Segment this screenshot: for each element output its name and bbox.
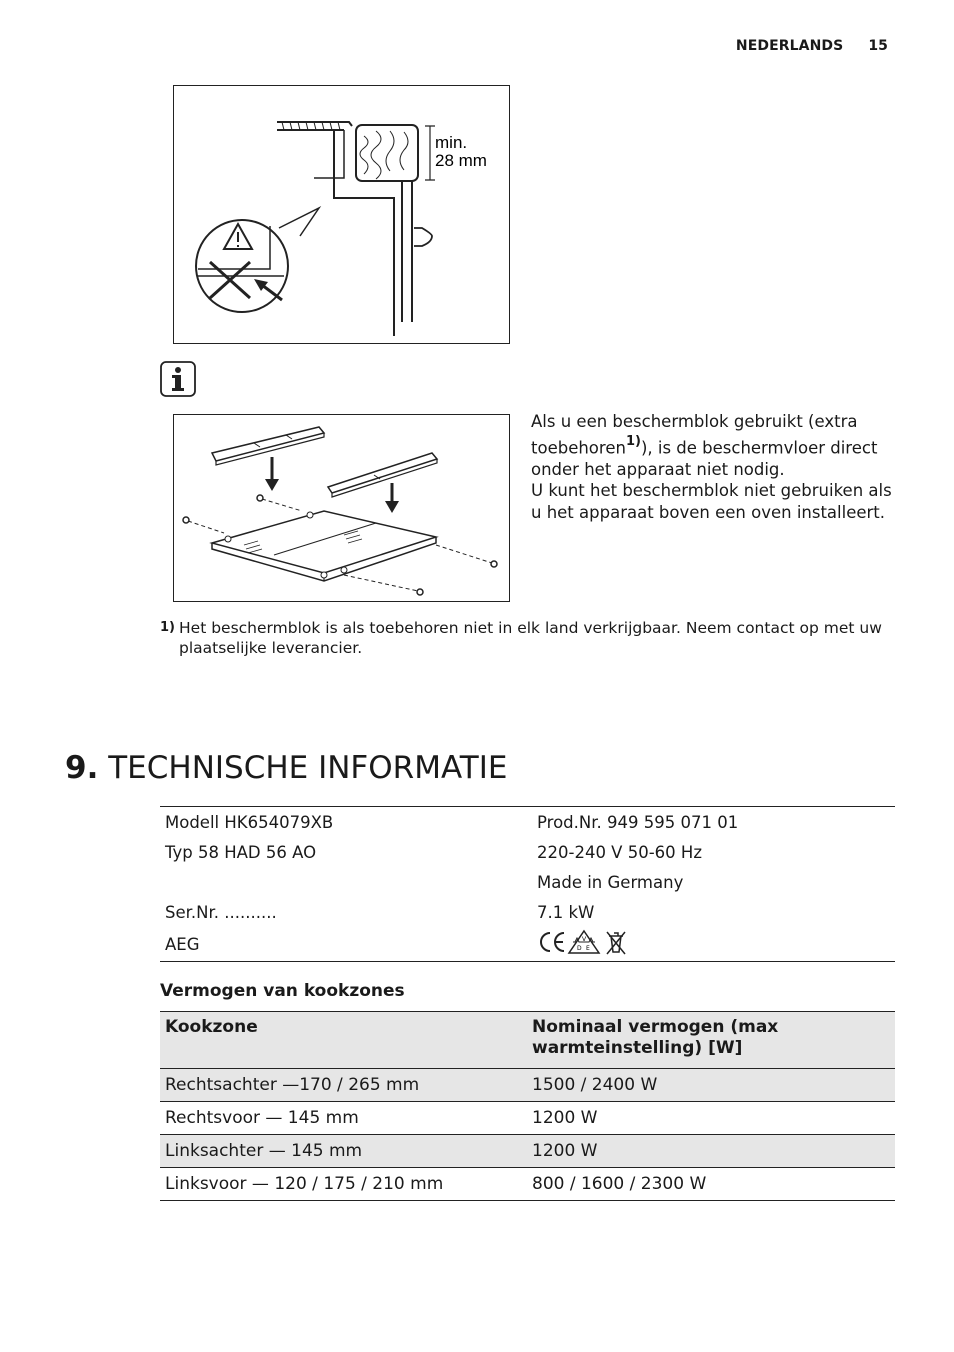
table-header-row — [160, 1012, 895, 1069]
footnote — [160, 618, 900, 658]
svg-text:E: E — [586, 945, 590, 952]
table-row — [160, 897, 895, 927]
power-cell: 1200 W — [532, 1141, 598, 1161]
dimension-label-min: min. — [435, 133, 468, 152]
zone-cell: Linksachter — 145 mm — [165, 1141, 363, 1161]
table-row — [160, 1168, 895, 1201]
zones-heading: Vermogen van kookzones — [160, 981, 405, 1001]
column-header-power: Nominaal vermogen (max warmteinstelling) [W] — [532, 1017, 779, 1058]
table-row — [160, 1102, 895, 1135]
rating-cell: Prod.Nr. 949 595 071 01 — [537, 812, 739, 832]
installation-figure — [173, 85, 510, 344]
svg-text:V: V — [582, 936, 587, 943]
zone-cell: Rechtsachter —170 / 265 mm — [165, 1075, 420, 1095]
rating-cell: Made in Germany — [537, 872, 684, 892]
protection-box-note — [531, 411, 901, 523]
page-header — [716, 38, 888, 54]
header-language: NEDERLANDS — [735, 38, 844, 54]
table-row — [160, 867, 895, 897]
rating-cell: 220-240 V 50-60 Hz — [537, 842, 702, 862]
power-cell: 1500 / 2400 W — [532, 1075, 658, 1095]
protection-box-assembly-drawing — [174, 415, 509, 601]
rating-cell: Typ 58 HAD 56 AO — [165, 842, 317, 862]
weee-bin-icon — [607, 932, 625, 954]
power-cell: 800 / 1600 / 2300 W — [532, 1174, 707, 1194]
rating-plate-table — [160, 806, 895, 962]
note-text-b: ), is de beschermvloer direct onder het apparaat niet nodig. — [531, 438, 878, 479]
worktop-cross-section-drawing — [174, 86, 509, 343]
table-row — [160, 927, 895, 961]
section-title: TECHNISCHE INFORMATIE — [108, 750, 508, 786]
zone-cell: Linksvoor — 120 / 175 / 210 mm — [165, 1174, 444, 1194]
rating-cell: Ser.Nr. .......... — [165, 902, 277, 922]
protection-box-figure — [173, 414, 510, 602]
section-heading — [65, 748, 507, 788]
dimension-label-value: 28 mm — [435, 151, 487, 170]
ce-mark-icon — [541, 933, 564, 951]
footnote-mark: 1) — [160, 620, 175, 635]
rating-cell: Modell HK654079XB — [165, 812, 334, 832]
table-row — [160, 807, 895, 837]
vde-mark-icon — [569, 931, 599, 953]
table-row — [160, 837, 895, 867]
rating-cell: AEG — [165, 934, 200, 954]
info-icon — [160, 361, 196, 397]
column-header-zone: Kookzone — [165, 1017, 258, 1037]
table-body — [160, 1069, 895, 1201]
footnote-reference[interactable]: 1) — [625, 433, 641, 449]
svg-text:D: D — [577, 945, 582, 952]
footnote-text: Het beschermblok is als toebehoren niet in elk land verkrijgbaar. Neem contact op met uw plaatselijke leverancier. — [179, 619, 882, 657]
rating-cell: 7.1 kW — [537, 902, 595, 922]
table-row — [160, 1069, 895, 1102]
note-text-a: Als u een beschermblok gebruikt (extra toebehoren — [531, 412, 858, 457]
power-cell: 1200 W — [532, 1108, 598, 1128]
page-number: 15 — [868, 38, 888, 54]
certification-marks — [537, 929, 895, 959]
table-row — [160, 1135, 895, 1168]
section-number: 9. — [65, 750, 99, 786]
note-text-c: U kunt het beschermblok niet gebruiken als u het apparaat boven een oven installeert. — [531, 481, 892, 522]
zone-cell: Rechtsvoor — 145 mm — [165, 1108, 359, 1128]
cooking-zones-table — [160, 1011, 895, 1201]
